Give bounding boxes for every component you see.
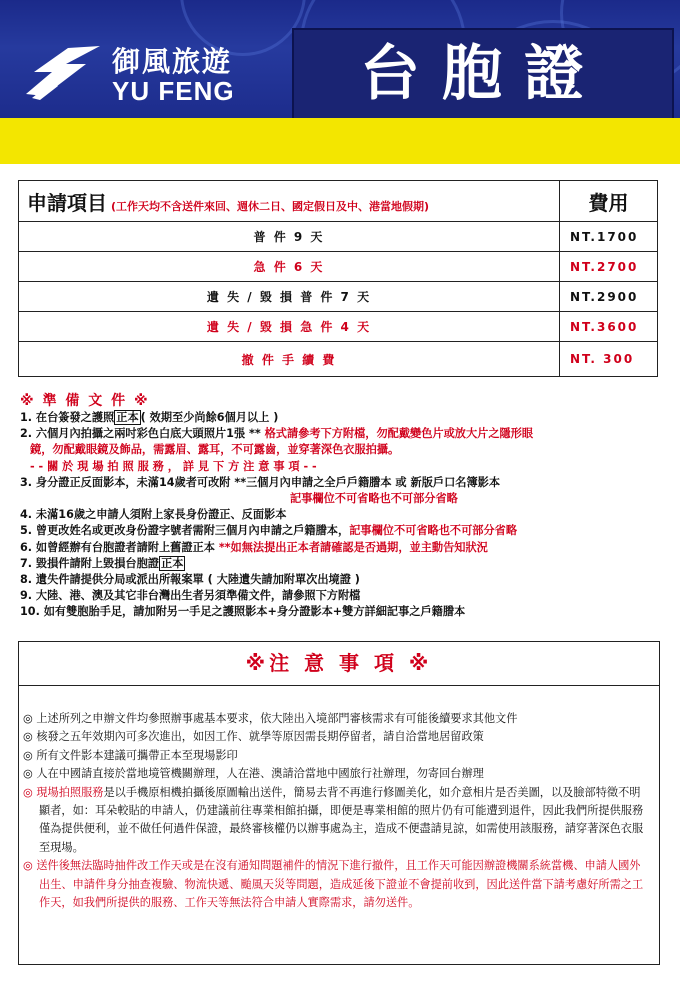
doc-item-6 [20,540,660,556]
doc-text: ( 效期至少尚餘6個月以上 ) [140,411,279,424]
documents-list [20,410,660,621]
header-item-cell [19,181,560,222]
photo-service-note: - - 關 於 現 場 拍 照 服 務 ， 詳 見 下 方 注 意 事 項 - - [30,459,317,473]
fee-price: NT. 300 [560,342,658,377]
brand-name-english: YU FENG [112,76,235,106]
boxed-original-label: 正本 [116,411,139,424]
fee-row [19,222,658,252]
notice-item: ◎ 核發之五年效期內可多次進出，如因工作、就學等原因需長期停留者，請自洽當地居留政策 [23,730,484,744]
fee-row [19,282,658,312]
fee-item: 遺 失 / 毀 損 普 件 7 天 [19,282,560,312]
photo-service-lead: ◎ 現場拍照服務 [23,785,104,799]
notice-item: ◎ 送件後無法臨時抽件改工作天或是在沒有通知問題補件的情況下進行撤件，且工作天可能因辦證機關系統當機、申請人國外出生、申請件身分抽查複驗、物流快遞、颱風天災等問題，造成延後下證並不會提前收到，因此送件當下請考慮好所需之工作天，如我們所提供的服務、工作天等無法符合申請人實際需求，請勿送件。 [23,859,644,910]
header-item-label: 申請項目 [27,190,107,215]
fee-item: 遺 失 / 毀 損 急 件 4 天 [19,312,560,342]
header-fee-label: 費用 [560,181,658,222]
notice-item: ◎ 所有文件影本建議可攜帶正本至現場影印 [23,748,238,762]
doc-warning-text: **如無法提出正本者請確認是否過期，並主動告知狀況 [218,540,488,554]
notice-title: ※注 意 事 項 ※ [19,642,659,686]
doc-item-4: 4. 未滿16歲之申請人須附上家長身份證正、反面影本 [20,508,287,522]
fee-price: NT.2900 [560,282,658,312]
doc-item-3: 3. 身分證正反面影本，未滿14歲者可改附 **三個月內申請之全戶戶籍謄本 或 新版戶口名簿影本 [20,475,501,489]
fee-price: NT.2700 [560,252,658,282]
fee-row [19,252,658,282]
doc-warning-text: 格式請參考下方附檔，勿配戴變色片或放大片之隱形眼 [264,427,534,441]
fee-price: NT.1700 [560,222,658,252]
doc-text: 6. 如曾經辦有台胞證者請附上舊證正本 [20,540,219,554]
doc-item-3-note: 記事欄位不可省略也不可部分省略 [290,492,458,506]
doc-item-2 [20,426,660,442]
fee-item: 撤 件 手 續 費 [19,342,560,377]
notice-item: ◎ 人在中國請直接於當地境管機關辦理，人在港、澳請洽當地中國旅行社辦理，勿寄回台辦理 [23,767,484,781]
documents-heading: ※ 準 備 文 件 ※ [20,393,150,409]
notice-item: ◎ 上述所列之申辦文件均參照辦事處基本要求，依大陸出入境部門審核需求有可能後續要求其他文件 [23,712,518,725]
notice-item [23,784,651,858]
doc-item-9: 9. 大陸、港、澳及其它非台灣出生者另須準備文件，請參照下方附檔 [20,589,361,603]
doc-text: 2. 六個月內拍攝之兩吋彩色白底大頭照片1張 ** [20,427,265,441]
doc-text: 1. 在台簽發之護照 [20,411,115,424]
brand-name-chinese: 御風旅遊 [112,45,233,78]
fee-table-header [19,181,658,222]
doc-warning-text: 記事欄位不可省略也不可部分省略 [349,524,518,538]
doc-item-2-cont: 鏡，勿配戴眼鏡及飾品，需露眉、露耳，不可露齒，並穿著深色衣服拍攝。 [30,443,400,457]
doc-text: 7. 毀損件請附上毀損台胞證 [20,556,159,570]
header-note: (工作天均不含送件來回、週休二日、國定假日及中、港當地假期) [111,199,430,213]
fee-row [19,342,658,377]
doc-text: 5. 曾更改姓名或更改身份證字號者需附三個月內申請之戶籍謄本， [20,524,350,538]
fee-row [19,312,658,342]
doc-item-7 [20,556,660,572]
fee-price: NT.3600 [560,312,658,342]
doc-item-10: 10. 如有雙胞胎手足，請加附另一手足之護照影本+身分證影本+雙方詳細記事之戶籍謄本 [20,605,466,619]
header-banner [0,0,680,118]
fee-item: 普 件 9 天 [19,222,560,252]
fee-table [18,180,658,377]
notice-list [23,710,651,912]
doc-item-8: 8. 遺失件請提供分局或派出所報案單 ( 大陸遺失請加附單次出境證 ) [20,573,360,587]
notice-item-text: 是以手機原相機拍攝後原圖輸出送件，簡易去背不再進行修圖美化，如介意相片是否美圖，以及臉部特徵不明顯者，如：耳朵較貼的申請人，仍建議前往專業相館拍攝，即便是專業相館的照片仍有可能遭到退件，因此我們所提供服務僅為提供便利，並不做任何過件保證，最終審核權仍以辦事處為主，造成不便盡請見諒，如需使用該服務，請穿著深色衣服至現場。 [39,785,644,854]
fee-item: 急 件 6 天 [19,252,560,282]
title-panel [292,28,674,118]
page-title: 台胞證 [360,39,606,109]
yellow-stripe [0,118,680,164]
doc-item-1 [20,410,660,426]
doc-item-5 [20,523,660,539]
boxed-original-label: 正本 [161,556,184,570]
yufeng-logo-icon [22,42,102,102]
notice-box [18,641,660,965]
